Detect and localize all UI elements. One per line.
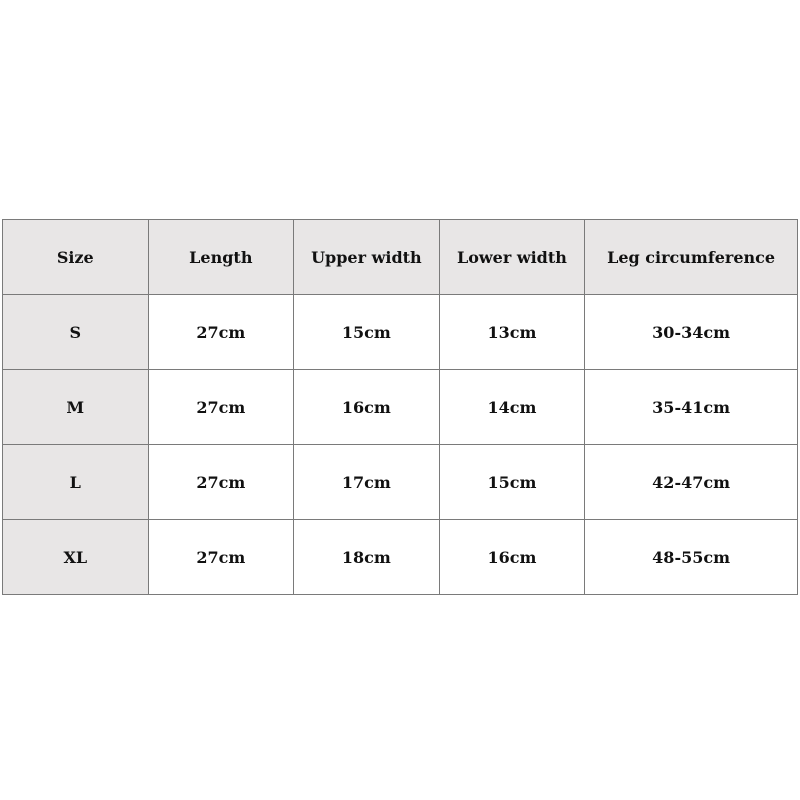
header-lower-width: Lower width [439, 220, 585, 295]
cell-leg-circumference: 30-34cm [585, 295, 798, 370]
table-row [3, 370, 798, 445]
cell-size: S [3, 295, 149, 370]
header-size: Size [3, 220, 149, 295]
table-row [3, 445, 798, 520]
table-row [3, 295, 798, 370]
cell-upper-width: 15cm [294, 295, 440, 370]
header-upper-width: Upper width [294, 220, 440, 295]
cell-length: 27cm [148, 520, 294, 595]
cell-size: M [3, 370, 149, 445]
cell-upper-width: 17cm [294, 445, 440, 520]
cell-size: L [3, 445, 149, 520]
cell-leg-circumference: 35-41cm [585, 370, 798, 445]
header-length: Length [148, 220, 294, 295]
header-leg-circumference: Leg circumference [585, 220, 798, 295]
cell-leg-circumference: 48-55cm [585, 520, 798, 595]
cell-leg-circumference: 42-47cm [585, 445, 798, 520]
cell-length: 27cm [148, 445, 294, 520]
cell-lower-width: 15cm [439, 445, 585, 520]
cell-upper-width: 18cm [294, 520, 440, 595]
table-header-row [3, 220, 798, 295]
cell-lower-width: 16cm [439, 520, 585, 595]
size-chart-table [2, 219, 798, 595]
cell-size: XL [3, 520, 149, 595]
table-row [3, 520, 798, 595]
cell-lower-width: 13cm [439, 295, 585, 370]
cell-upper-width: 16cm [294, 370, 440, 445]
cell-length: 27cm [148, 295, 294, 370]
cell-length: 27cm [148, 370, 294, 445]
cell-lower-width: 14cm [439, 370, 585, 445]
